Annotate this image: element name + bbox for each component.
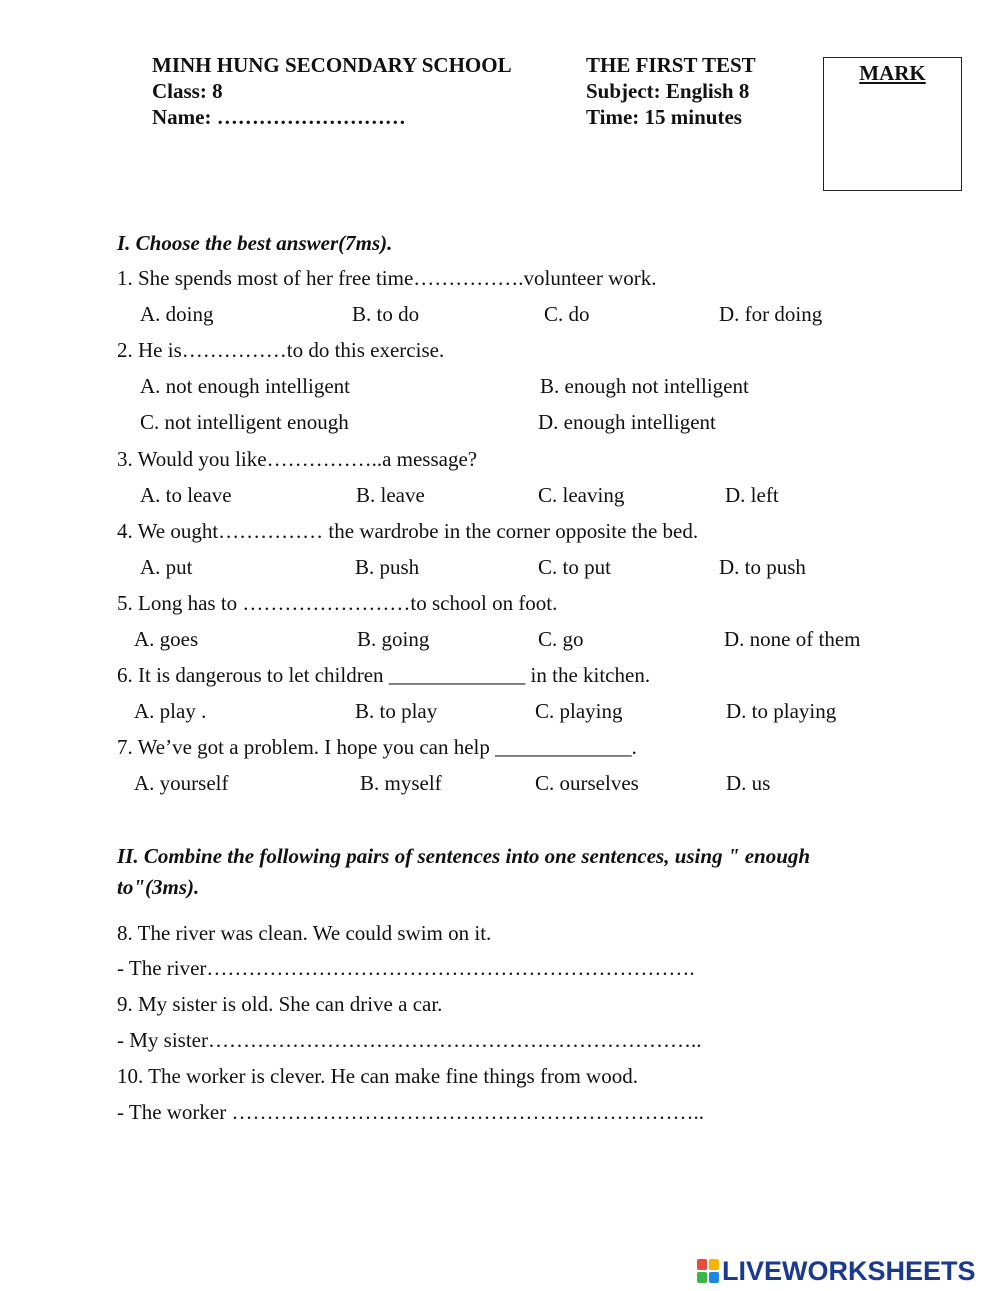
question-1: 1. She spends most of her free time…………….volunteer work.: [117, 266, 657, 290]
question-4: 4. We ought…………… the wardrobe in the corner opposite the bed.: [117, 519, 699, 543]
question-8: 8. The river was clean. We could swim on it.: [117, 921, 492, 945]
mark-box: [823, 57, 962, 191]
liveworksheets-logo-icon: [697, 1259, 719, 1283]
section-2-title-line1: II. Combine the following pairs of sentences into one sentences, using " enough: [117, 844, 811, 868]
q7-option-c[interactable]: C. ourselves: [535, 771, 639, 795]
q5-option-a[interactable]: A. goes: [134, 627, 199, 651]
q2-option-c[interactable]: C. not intelligent enough: [140, 410, 349, 434]
q3-option-d[interactable]: D. left: [725, 483, 779, 507]
question-10: 10. The worker is clever. He can make fine things from wood.: [117, 1064, 638, 1088]
question-9: 9. My sister is old. She can drive a car.: [117, 992, 443, 1016]
time-label: Time: 15 minutes: [586, 105, 742, 129]
q1-option-a[interactable]: A. doing: [140, 302, 214, 326]
q3-option-b[interactable]: B. leave: [356, 483, 425, 507]
q6-option-d[interactable]: D. to playing: [726, 699, 837, 723]
section-1-title: I. Choose the best answer(7ms).: [117, 231, 393, 255]
q5-option-c[interactable]: C. go: [538, 627, 584, 651]
answer-10-line[interactable]: - The worker …………………………………………………………..: [117, 1100, 704, 1124]
section-2-title-line2: to"(3ms).: [117, 875, 200, 899]
q6-option-c[interactable]: C. playing: [535, 699, 623, 723]
answer-9-line[interactable]: - My sister……………………………………………………………..: [117, 1028, 702, 1052]
liveworksheets-logo-text: LIVEWORKSHEETS: [722, 1255, 976, 1286]
q7-option-b[interactable]: B. myself: [360, 771, 442, 795]
question-3: 3. Would you like……………..a message?: [117, 447, 478, 471]
q5-option-b[interactable]: B. going: [357, 627, 430, 651]
question-7: 7. We’ve got a problem. I hope you can help _____________.: [117, 735, 637, 759]
answer-8-line[interactable]: - The river…………………………………………………………….: [117, 956, 695, 980]
liveworksheets-logo: [697, 1256, 976, 1286]
test-title: THE FIRST TEST: [586, 53, 756, 77]
school-name: MINH HUNG SECONDARY SCHOOL: [152, 53, 512, 77]
q1-option-d[interactable]: D. for doing: [719, 302, 823, 326]
question-2: 2. He is……………to do this exercise.: [117, 338, 445, 362]
q1-option-c[interactable]: C. do: [544, 302, 590, 326]
q5-option-d[interactable]: D. none of them: [724, 627, 861, 651]
mark-label: MARK: [859, 61, 926, 85]
q7-option-d[interactable]: D. us: [726, 771, 771, 795]
q2-option-a[interactable]: A. not enough intelligent: [140, 374, 350, 398]
class-label: Class: 8: [152, 79, 223, 103]
q4-option-a[interactable]: A. put: [140, 555, 193, 579]
q6-option-a[interactable]: A. play .: [134, 699, 207, 723]
subject-label: Subject: English 8: [586, 79, 750, 103]
q3-option-a[interactable]: A. to leave: [140, 483, 232, 507]
q3-option-c[interactable]: C. leaving: [538, 483, 625, 507]
q2-option-d[interactable]: D. enough intelligent: [538, 410, 716, 434]
name-field[interactable]: Name: ………………………: [152, 105, 406, 129]
q6-option-b[interactable]: B. to play: [355, 699, 438, 723]
q7-option-a[interactable]: A. yourself: [134, 771, 229, 795]
q2-option-b[interactable]: B. enough not intelligent: [540, 374, 749, 398]
q4-option-d[interactable]: D. to push: [719, 555, 806, 579]
q4-option-b[interactable]: B. push: [355, 555, 420, 579]
question-5: 5. Long has to ……………………to school on foot.: [117, 591, 558, 615]
q4-option-c[interactable]: C. to put: [538, 555, 611, 579]
question-6: 6. It is dangerous to let children _____________ in the kitchen.: [117, 663, 651, 687]
q1-option-b[interactable]: B. to do: [352, 302, 420, 326]
